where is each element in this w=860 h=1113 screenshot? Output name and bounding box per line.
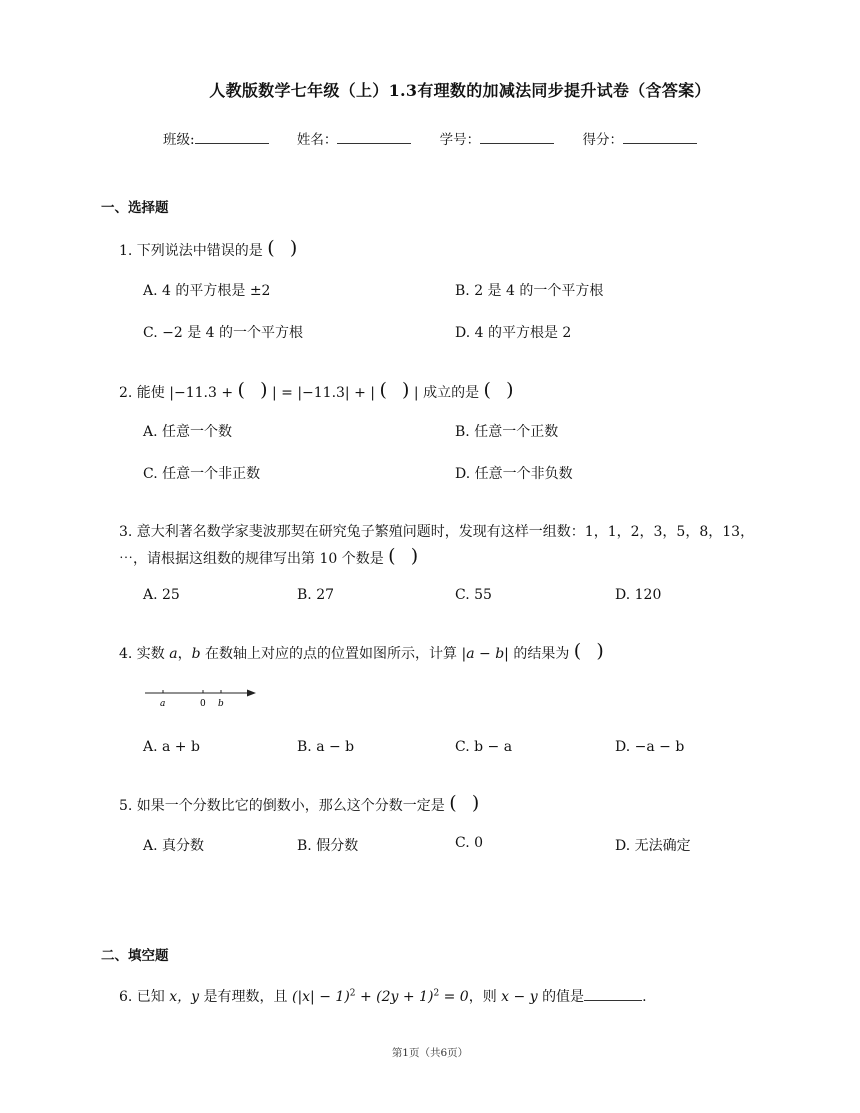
question-1-stem: 1. 下列说法中错误的是 bbox=[119, 243, 263, 259]
equation-part-3: = 0 bbox=[443, 989, 469, 1005]
axis-label-b: b bbox=[218, 699, 224, 709]
question-2-stem-pre: 2. 能使 |−11.3 + bbox=[119, 385, 234, 401]
q3-option-c[interactable]: C. 55 bbox=[455, 587, 492, 603]
abs-expression: |a − b| bbox=[461, 646, 509, 662]
question-6-pre: 6. 已知 bbox=[119, 989, 165, 1005]
question-6 bbox=[119, 986, 647, 1006]
question-3-line-2 bbox=[119, 548, 418, 568]
axis-arrow bbox=[247, 690, 256, 697]
class-label: 班级: bbox=[163, 132, 195, 148]
number-line-figure bbox=[140, 682, 260, 712]
q5-option-d[interactable]: D. 无法确定 bbox=[615, 838, 691, 854]
question-1 bbox=[119, 240, 297, 260]
exponent-2: 2 bbox=[433, 988, 440, 999]
answer-paren[interactable] bbox=[449, 796, 479, 812]
id-blank[interactable] bbox=[480, 131, 554, 144]
blank-paren[interactable] bbox=[379, 383, 409, 399]
vars-xy: x，y bbox=[169, 989, 200, 1005]
q1-option-d[interactable]: D. 4 的平方根是 2 bbox=[455, 325, 572, 341]
q3-option-d[interactable]: D. 120 bbox=[615, 587, 662, 603]
id-field bbox=[440, 132, 555, 148]
class-field bbox=[163, 132, 269, 148]
q2-option-c[interactable]: C. 任意一个非正数 bbox=[143, 466, 261, 482]
question-2-stem-post: | 成立的是 bbox=[413, 385, 480, 401]
q4-option-c[interactable]: C. b − a bbox=[455, 739, 513, 755]
class-blank[interactable] bbox=[195, 131, 269, 144]
answer-paren[interactable] bbox=[484, 383, 514, 399]
exponent-1: 2 bbox=[349, 988, 356, 999]
q5-option-a[interactable]: A. 真分数 bbox=[143, 838, 205, 854]
question-2 bbox=[119, 382, 514, 402]
q4-option-d[interactable]: D. −a − b bbox=[615, 739, 685, 755]
answer-blank[interactable] bbox=[584, 988, 642, 1001]
axis-label-a: a bbox=[160, 699, 166, 709]
name-field bbox=[297, 132, 412, 148]
q4-option-a[interactable]: A. a + b bbox=[143, 739, 200, 755]
id-label: 学号： bbox=[439, 132, 481, 148]
question-5-stem: 5. 如果一个分数比它的倒数小，那么这个分数一定是 bbox=[119, 798, 445, 814]
student-info-row bbox=[0, 128, 860, 148]
question-4-stem-mid: 在数轴上对应的点的位置如图所示，计算 bbox=[205, 646, 458, 662]
score-label: 得分： bbox=[582, 132, 623, 148]
question-3-line-1: 3. 意大利著名数学家斐波那契在研究兔子繁殖问题时，发现有这样一组数：1，1，2，3，5，8，13， bbox=[119, 524, 755, 540]
comma: ， bbox=[177, 646, 192, 662]
question-6-mid: 是有理数，且 bbox=[203, 989, 288, 1005]
question-4 bbox=[119, 643, 604, 663]
q2-option-b[interactable]: B. 任意一个正数 bbox=[455, 424, 559, 440]
section-heading-fill: 二、填空题 bbox=[101, 948, 169, 964]
question-6-then: ，则 bbox=[468, 989, 497, 1005]
score-field bbox=[582, 132, 697, 148]
question-6-post: 的值是 bbox=[542, 989, 585, 1005]
var-b: b bbox=[191, 646, 201, 662]
q5-option-c[interactable]: C. 0 bbox=[455, 835, 484, 851]
q3-option-b[interactable]: B. 27 bbox=[297, 587, 335, 603]
q5-option-b[interactable]: B. 假分数 bbox=[297, 838, 359, 854]
q1-option-c[interactable]: C. −2 是 4 的一个平方根 bbox=[143, 325, 304, 341]
section-heading-choice: 一、选择题 bbox=[101, 200, 169, 216]
question-5 bbox=[119, 795, 479, 815]
q3-option-a[interactable]: A. 25 bbox=[143, 587, 180, 603]
equation-part-2: + (2y + 1) bbox=[359, 989, 434, 1005]
question-4-stem-post: 的结果为 bbox=[513, 646, 570, 662]
page-footer: 第1页（共6页） bbox=[391, 1047, 469, 1059]
equation-part-1: (|x| − 1) bbox=[291, 989, 350, 1005]
question-2-stem-mid: | = |−11.3| + | bbox=[271, 385, 375, 401]
score-blank[interactable] bbox=[623, 131, 697, 144]
name-label: 姓名： bbox=[296, 132, 338, 148]
answer-paren[interactable] bbox=[388, 549, 418, 565]
q4-option-b[interactable]: B. a − b bbox=[297, 739, 355, 755]
q2-option-d[interactable]: D. 任意一个非负数 bbox=[455, 466, 573, 482]
blank-paren[interactable] bbox=[238, 383, 268, 399]
period: . bbox=[642, 989, 647, 1005]
q1-option-a[interactable]: A. 4 的平方根是 ±2 bbox=[143, 283, 271, 299]
q2-option-a[interactable]: A. 任意一个数 bbox=[143, 424, 233, 440]
question-3-stem: ⋯，请根据这组数的规律写出第 10 个数是 bbox=[119, 551, 384, 567]
var-a: a bbox=[169, 646, 178, 662]
answer-paren[interactable] bbox=[574, 644, 604, 660]
target-expression: x − y bbox=[501, 989, 538, 1005]
axis-label-zero: 0 bbox=[200, 699, 206, 709]
page-title: 人教版数学七年级（上）1.3有理数的加减法同步提升试卷（含答案） bbox=[209, 81, 711, 100]
name-blank[interactable] bbox=[337, 131, 411, 144]
q1-option-b[interactable]: B. 2 是 4 的一个平方根 bbox=[455, 283, 604, 299]
answer-paren[interactable] bbox=[267, 241, 297, 257]
question-4-stem-pre: 4. 实数 bbox=[119, 646, 165, 662]
